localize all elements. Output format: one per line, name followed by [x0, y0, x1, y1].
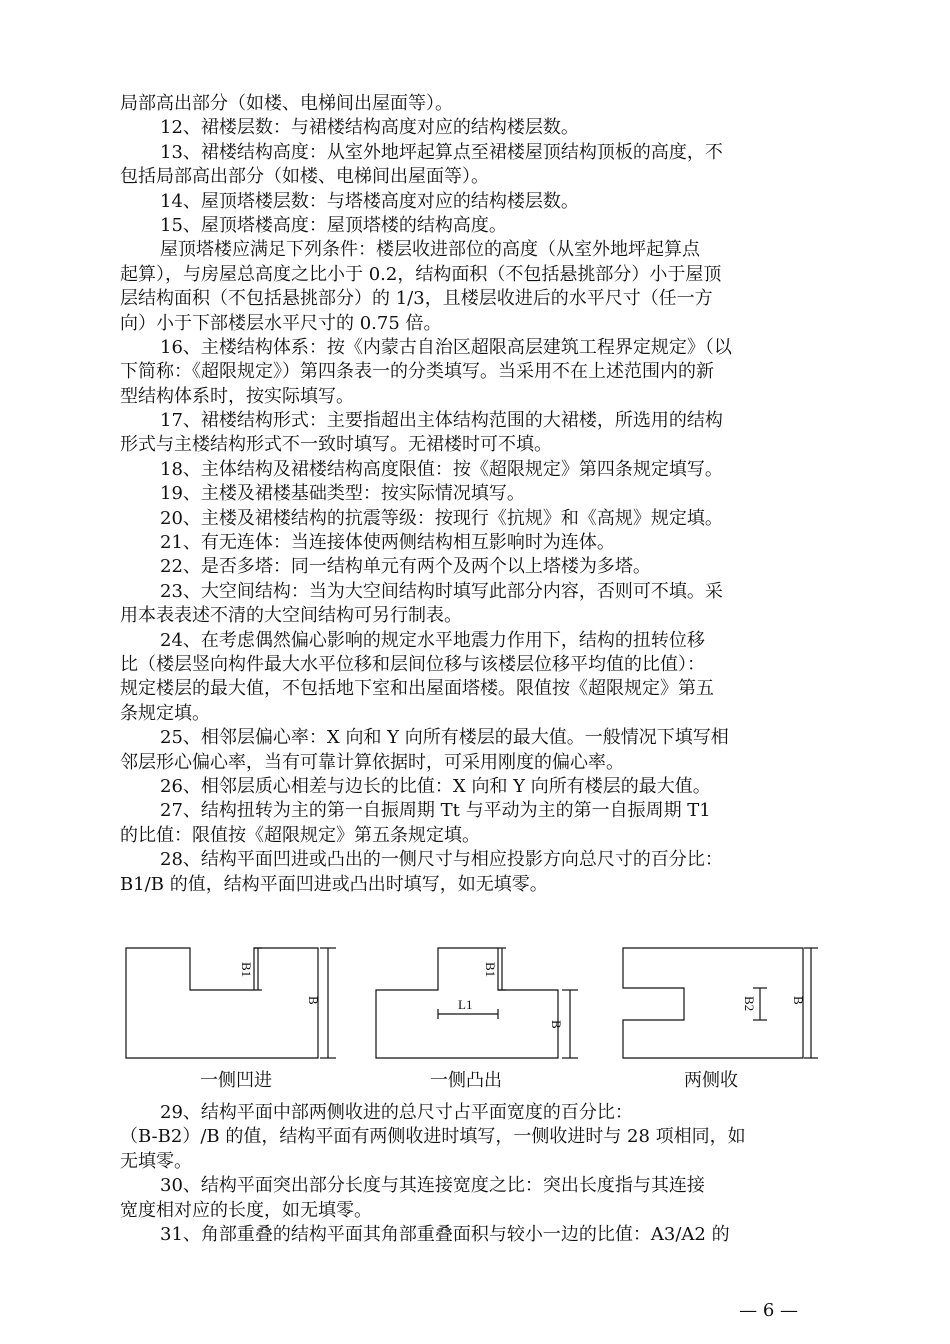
text-line: 28、结构平面凹进或凸出的一侧尺寸与相应投影方向总尺寸的百分比：	[160, 849, 723, 871]
text-line: 31、角部重叠的结构平面其角部重叠面积与较小一边的比值：A3/A2 的	[160, 1223, 730, 1245]
dim-label-b-3: B	[791, 996, 806, 1005]
shape-two-sides-recessed	[623, 948, 803, 1058]
text-line: 21、有无连体：当连接体使两侧结构相互影响时为连体。	[160, 532, 615, 554]
text-line: 23、大空间结构：当为大空间结构时填写此部分内容，否则可不填。采	[160, 580, 723, 602]
dim-label-b2: B2	[742, 996, 757, 1012]
text-line: 局部高出部分（如楼、电梯间出屋面等）。	[120, 93, 453, 114]
text-line: 20、主楼及裙楼结构的抗震等级：按现行《抗规》和《高规》规定填。	[160, 507, 723, 529]
shape-one-side-recessed	[126, 948, 318, 1058]
text-line: 宽度相对应的长度，如无填零。	[120, 1199, 372, 1221]
text-line: 12、裙楼层数：与裙楼结构高度对应的结构楼层数。	[160, 117, 579, 139]
text-line: 25、相邻层偏心率：X 向和 Y 向所有楼层的最大值。一般情况下填写相	[160, 727, 729, 749]
text-line: 邻层形心偏心率，当有可靠计算依据时，可采用刚度的偏心率。	[120, 751, 624, 773]
text-line: 的比值：限值按《超限规定》第五条规定填。	[120, 824, 480, 846]
text-line: 29、结构平面中部两侧收进的总尺寸占平面宽度的百分比：	[160, 1102, 633, 1123]
page-number: — 6 —	[739, 1300, 798, 1321]
text-line: 比（楼层竖向构件最大水平位移和层间位移与该楼层位移平均值的比值）：	[120, 653, 705, 675]
body-text-bottom	[120, 1101, 830, 1247]
text-line: 用本表表述不清的大空间结构可另行制表。	[120, 605, 462, 627]
text-line: 27、结构扭转为主的第一自振周期 Tt 与平动为主的第一自振周期 T1	[160, 800, 711, 822]
text-line: 型结构体系时，按实际填写。	[120, 385, 354, 407]
caption-two-sides-recessed: 两侧收	[684, 1070, 738, 1091]
text-line: B1/B 的值，结构平面凹进或凸出时填写，如无填零。	[120, 873, 548, 895]
dim-label-b-1: B	[306, 996, 321, 1005]
dim-label-l1: L1	[458, 997, 473, 1012]
text-line: 14、屋顶塔楼层数：与塔楼高度对应的结构楼层数。	[160, 190, 579, 212]
text-line: 条规定填。	[120, 702, 210, 724]
text-line: 13、裙楼结构高度：从室外地坪起算点至裙楼屋顶结构顶板的高度，不	[160, 141, 723, 163]
plan-shapes-figure	[118, 940, 838, 1100]
text-line: 起算），与房屋总高度之比小于 0.2，结构面积（不包括悬挑部分）小于屋顶	[120, 263, 722, 285]
body-text-top	[120, 92, 830, 897]
text-line: 16、主楼结构体系：按《内蒙古自治区超限高层建筑工程界定规定》（以	[160, 336, 732, 358]
text-line: （B-B2）/B 的值，结构平面有两侧收进时填写，一侧收进时与 28 项相同，如	[120, 1126, 746, 1148]
text-line: 屋顶塔楼应满足下列条件：楼层收进部位的高度（从室外地坪起算点	[160, 239, 700, 261]
text-line: 22、是否多塔：同一结构单元有两个及两个以上塔楼为多塔。	[160, 556, 651, 578]
text-line: 15、屋顶塔楼高度：屋顶塔楼的结构高度。	[160, 214, 507, 236]
text-line: 层结构面积（不包括悬挑部分）的 1/3，且楼层收进后的水平尺寸（任一方	[120, 288, 713, 310]
caption-one-side-recessed: 一侧凹进	[200, 1070, 272, 1091]
caption-one-side-protruding: 一侧凸出	[430, 1070, 502, 1091]
text-line: 下简称：《超限规定》）第四条表一的分类填写。当采用不在上述范围内的新	[120, 361, 714, 383]
text-line: 24、在考虑偶然偏心影响的规定水平地震力作用下，结构的扭转位移	[160, 629, 705, 651]
text-line: 18、主体结构及裙楼结构高度限值：按《超限规定》第四条规定填写。	[160, 458, 723, 480]
text-line: 17、裙楼结构形式：主要指超出主体结构范围的大裙楼，所选用的结构	[160, 410, 723, 432]
text-line: 无填零。	[120, 1150, 192, 1172]
text-line: 26、相邻层质心相差与边长的比值：X 向和 Y 向所有楼层的最大值。	[160, 775, 711, 797]
dim-label-b-2: B	[549, 1020, 564, 1029]
text-line: 向）小于下部楼层水平尺寸的 0.75 倍。	[120, 312, 442, 334]
text-line: 30、结构平面突出部分长度与其连接宽度之比：突出长度指与其连接	[160, 1175, 705, 1197]
text-line: 19、主楼及裙楼基础类型：按实际情况填写。	[160, 483, 525, 505]
text-line: 包括局部高出部分（如楼、电梯间出屋面等）。	[120, 166, 489, 188]
text-line: 形式与主楼结构形式不一致时填写。无裙楼时可不填。	[120, 434, 552, 456]
dim-label-b1-1: B1	[239, 962, 254, 978]
text-line: 规定楼层的最大值，不包括地下室和出屋面塔楼。限值按《超限规定》第五	[120, 678, 714, 700]
dim-label-b1-2: B1	[483, 962, 498, 978]
